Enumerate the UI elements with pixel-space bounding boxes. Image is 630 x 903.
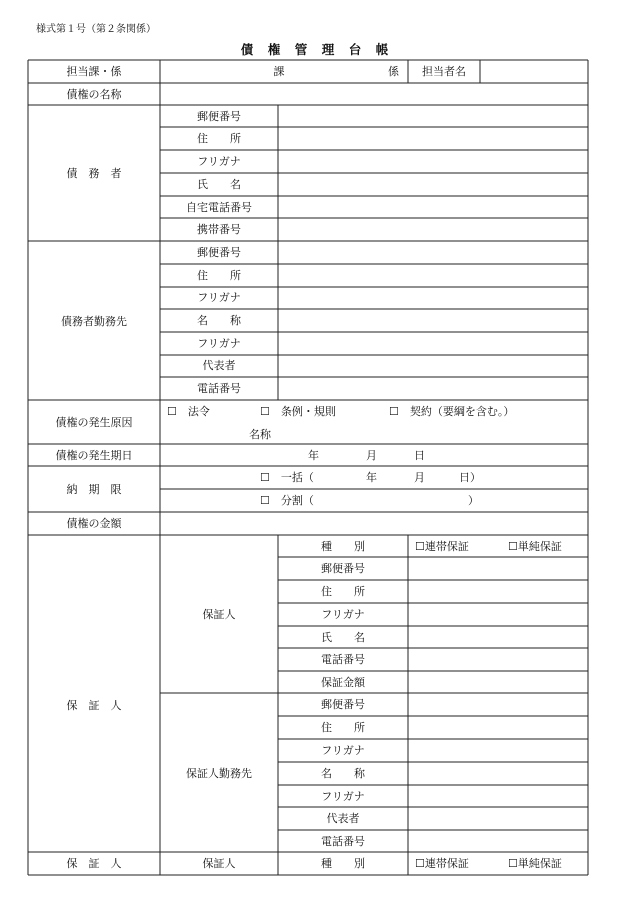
guarantor-address-label: 住 所 bbox=[321, 585, 365, 598]
debtor-address-label: 住 所 bbox=[197, 132, 241, 145]
debtor-furigana-label: フリガナ bbox=[197, 155, 241, 168]
debtor-name-label: 氏 名 bbox=[197, 178, 241, 191]
workplace-furigana-label: フリガナ bbox=[197, 291, 241, 304]
debtor-postal-field[interactable] bbox=[279, 106, 587, 126]
guarantor-amount-field[interactable] bbox=[409, 672, 587, 692]
person-in-charge-label: 担当者名 bbox=[422, 65, 466, 78]
deadline-lump-year: 年 bbox=[366, 471, 377, 484]
workplace-address-field[interactable] bbox=[279, 265, 587, 286]
claim-amount-label: 債権の金額 bbox=[66, 517, 122, 530]
deadline-lump-day: 日） bbox=[459, 471, 481, 484]
claim-name-label: 債権の名称 bbox=[66, 88, 122, 101]
guarantor-work-phone-field[interactable] bbox=[409, 831, 587, 851]
workplace-name-furigana-field[interactable] bbox=[279, 333, 587, 354]
guarantor-work-address-field[interactable] bbox=[409, 717, 587, 738]
workplace-representative-field[interactable] bbox=[279, 356, 587, 376]
origin-date-month: 月 bbox=[366, 449, 377, 462]
guarantor-phone-label: 電話番号 bbox=[321, 653, 365, 666]
claim-name-field[interactable] bbox=[161, 85, 587, 104]
guarantor-work-postal-field[interactable] bbox=[409, 694, 587, 715]
origin-contract-checkbox[interactable]: ☐ 契約（要綱を含む。） bbox=[389, 405, 515, 418]
guarantor-sub-label: 保証人 bbox=[202, 608, 236, 621]
origin-law-checkbox[interactable]: ☐ 法令 bbox=[167, 405, 210, 418]
guarantor-joint-checkbox[interactable]: ☐連帯保証 bbox=[415, 540, 469, 553]
section-suffix: 係 bbox=[388, 65, 399, 78]
workplace-representative-label: 代表者 bbox=[202, 359, 236, 372]
claim-amount-field[interactable] bbox=[161, 514, 587, 534]
guarantor-work-representative-label: 代表者 bbox=[326, 812, 360, 825]
guarantor2-group-label: 保 証 人 bbox=[66, 857, 122, 870]
guarantor-amount-label: 保証金額 bbox=[321, 676, 365, 689]
guarantor-name-field[interactable] bbox=[409, 627, 587, 647]
debtor-postal-label: 郵便番号 bbox=[197, 110, 241, 123]
guarantor-work-postal-label: 郵便番号 bbox=[321, 698, 365, 711]
guarantor-furigana-label: フリガナ bbox=[321, 608, 365, 621]
guarantor-work-name-label: 名 称 bbox=[321, 767, 365, 780]
workplace-postal-label: 郵便番号 bbox=[197, 246, 241, 259]
debtor-home-phone-label: 自宅電話番号 bbox=[186, 201, 252, 214]
deadline-installment-checkbox[interactable]: ☐ 分割（ bbox=[260, 494, 314, 507]
guarantor-work-furigana-label: フリガナ bbox=[321, 744, 365, 757]
document-title: 債 権 管 理 台 帳 bbox=[240, 42, 390, 57]
deadline-installment-close: ） bbox=[468, 494, 479, 507]
guarantor-work-name-furigana-label: フリガナ bbox=[321, 790, 365, 803]
workplace-phone-label: 電話番号 bbox=[197, 382, 241, 395]
origin-date-day: 日 bbox=[414, 449, 425, 462]
guarantor-postal-label: 郵便番号 bbox=[321, 562, 365, 575]
guarantor2-joint-checkbox[interactable]: ☐連帯保証 bbox=[415, 857, 469, 870]
origin-name-label: 名称 bbox=[249, 428, 271, 441]
deadline-label: 納 期 限 bbox=[66, 483, 122, 496]
guarantor-postal-field[interactable] bbox=[409, 558, 587, 579]
debtor-group-label: 債 務 者 bbox=[66, 167, 122, 180]
origin-name-field[interactable] bbox=[275, 425, 585, 443]
guarantor-work-name-furigana-field[interactable] bbox=[409, 786, 587, 806]
deadline-lump-month: 月 bbox=[414, 471, 425, 484]
origin-ordinance-checkbox[interactable]: ☐ 条例・規則 bbox=[260, 405, 336, 418]
guarantor-simple-checkbox[interactable]: ☐単純保証 bbox=[508, 540, 562, 553]
guarantor-work-furigana-field[interactable] bbox=[409, 740, 587, 761]
guarantor-group-label: 保 証 人 bbox=[66, 699, 122, 712]
debtor-mobile-label: 携帯番号 bbox=[197, 223, 241, 236]
claim-origin-label: 債権の発生原因 bbox=[55, 416, 133, 429]
dept-suffix: 課 bbox=[273, 65, 285, 78]
guarantor-work-address-label: 住 所 bbox=[321, 721, 365, 734]
origin-date-year: 年 bbox=[308, 449, 319, 462]
guarantor-phone-field[interactable] bbox=[409, 649, 587, 670]
guarantor-address-field[interactable] bbox=[409, 581, 587, 602]
debtor-home-phone-field[interactable] bbox=[279, 197, 587, 217]
guarantor-work-name-field[interactable] bbox=[409, 763, 587, 784]
guarantor2-simple-checkbox[interactable]: ☐単純保証 bbox=[508, 857, 562, 870]
guarantor-work-phone-label: 電話番号 bbox=[321, 835, 365, 848]
debtor-address-field[interactable] bbox=[279, 128, 587, 149]
person-in-charge-field[interactable] bbox=[481, 62, 587, 82]
guarantor-furigana-field[interactable] bbox=[409, 604, 587, 625]
guarantor2-sub-label: 保証人 bbox=[202, 857, 236, 870]
debtor-mobile-field[interactable] bbox=[279, 219, 587, 240]
workplace-phone-field[interactable] bbox=[279, 378, 587, 399]
debtor-furigana-field[interactable] bbox=[279, 151, 587, 172]
guarantor-work-representative-field[interactable] bbox=[409, 808, 587, 829]
guarantor-type-label: 種 別 bbox=[321, 540, 365, 553]
dept-section-label: 担当課・係 bbox=[66, 65, 122, 78]
workplace-address-label: 住 所 bbox=[197, 269, 241, 282]
workplace-name-furigana-label: フリガナ bbox=[197, 337, 241, 350]
form-number: 様式第１号（第２条関係） bbox=[36, 24, 156, 35]
workplace-postal-field[interactable] bbox=[279, 242, 587, 263]
workplace-group-label: 債務者勤務先 bbox=[61, 315, 127, 328]
guarantor-workplace-label: 保証人勤務先 bbox=[186, 767, 252, 780]
guarantor-name-label: 氏 名 bbox=[321, 631, 365, 644]
guarantor2-type-label: 種 別 bbox=[321, 857, 365, 870]
workplace-name-field[interactable] bbox=[279, 310, 587, 331]
origin-date-label: 債権の発生期日 bbox=[55, 449, 133, 462]
workplace-name-label: 名 称 bbox=[197, 314, 241, 327]
debtor-name-field[interactable] bbox=[279, 174, 587, 195]
deadline-lump-checkbox[interactable]: ☐ 一括（ bbox=[260, 471, 314, 484]
workplace-furigana-field[interactable] bbox=[279, 288, 587, 308]
